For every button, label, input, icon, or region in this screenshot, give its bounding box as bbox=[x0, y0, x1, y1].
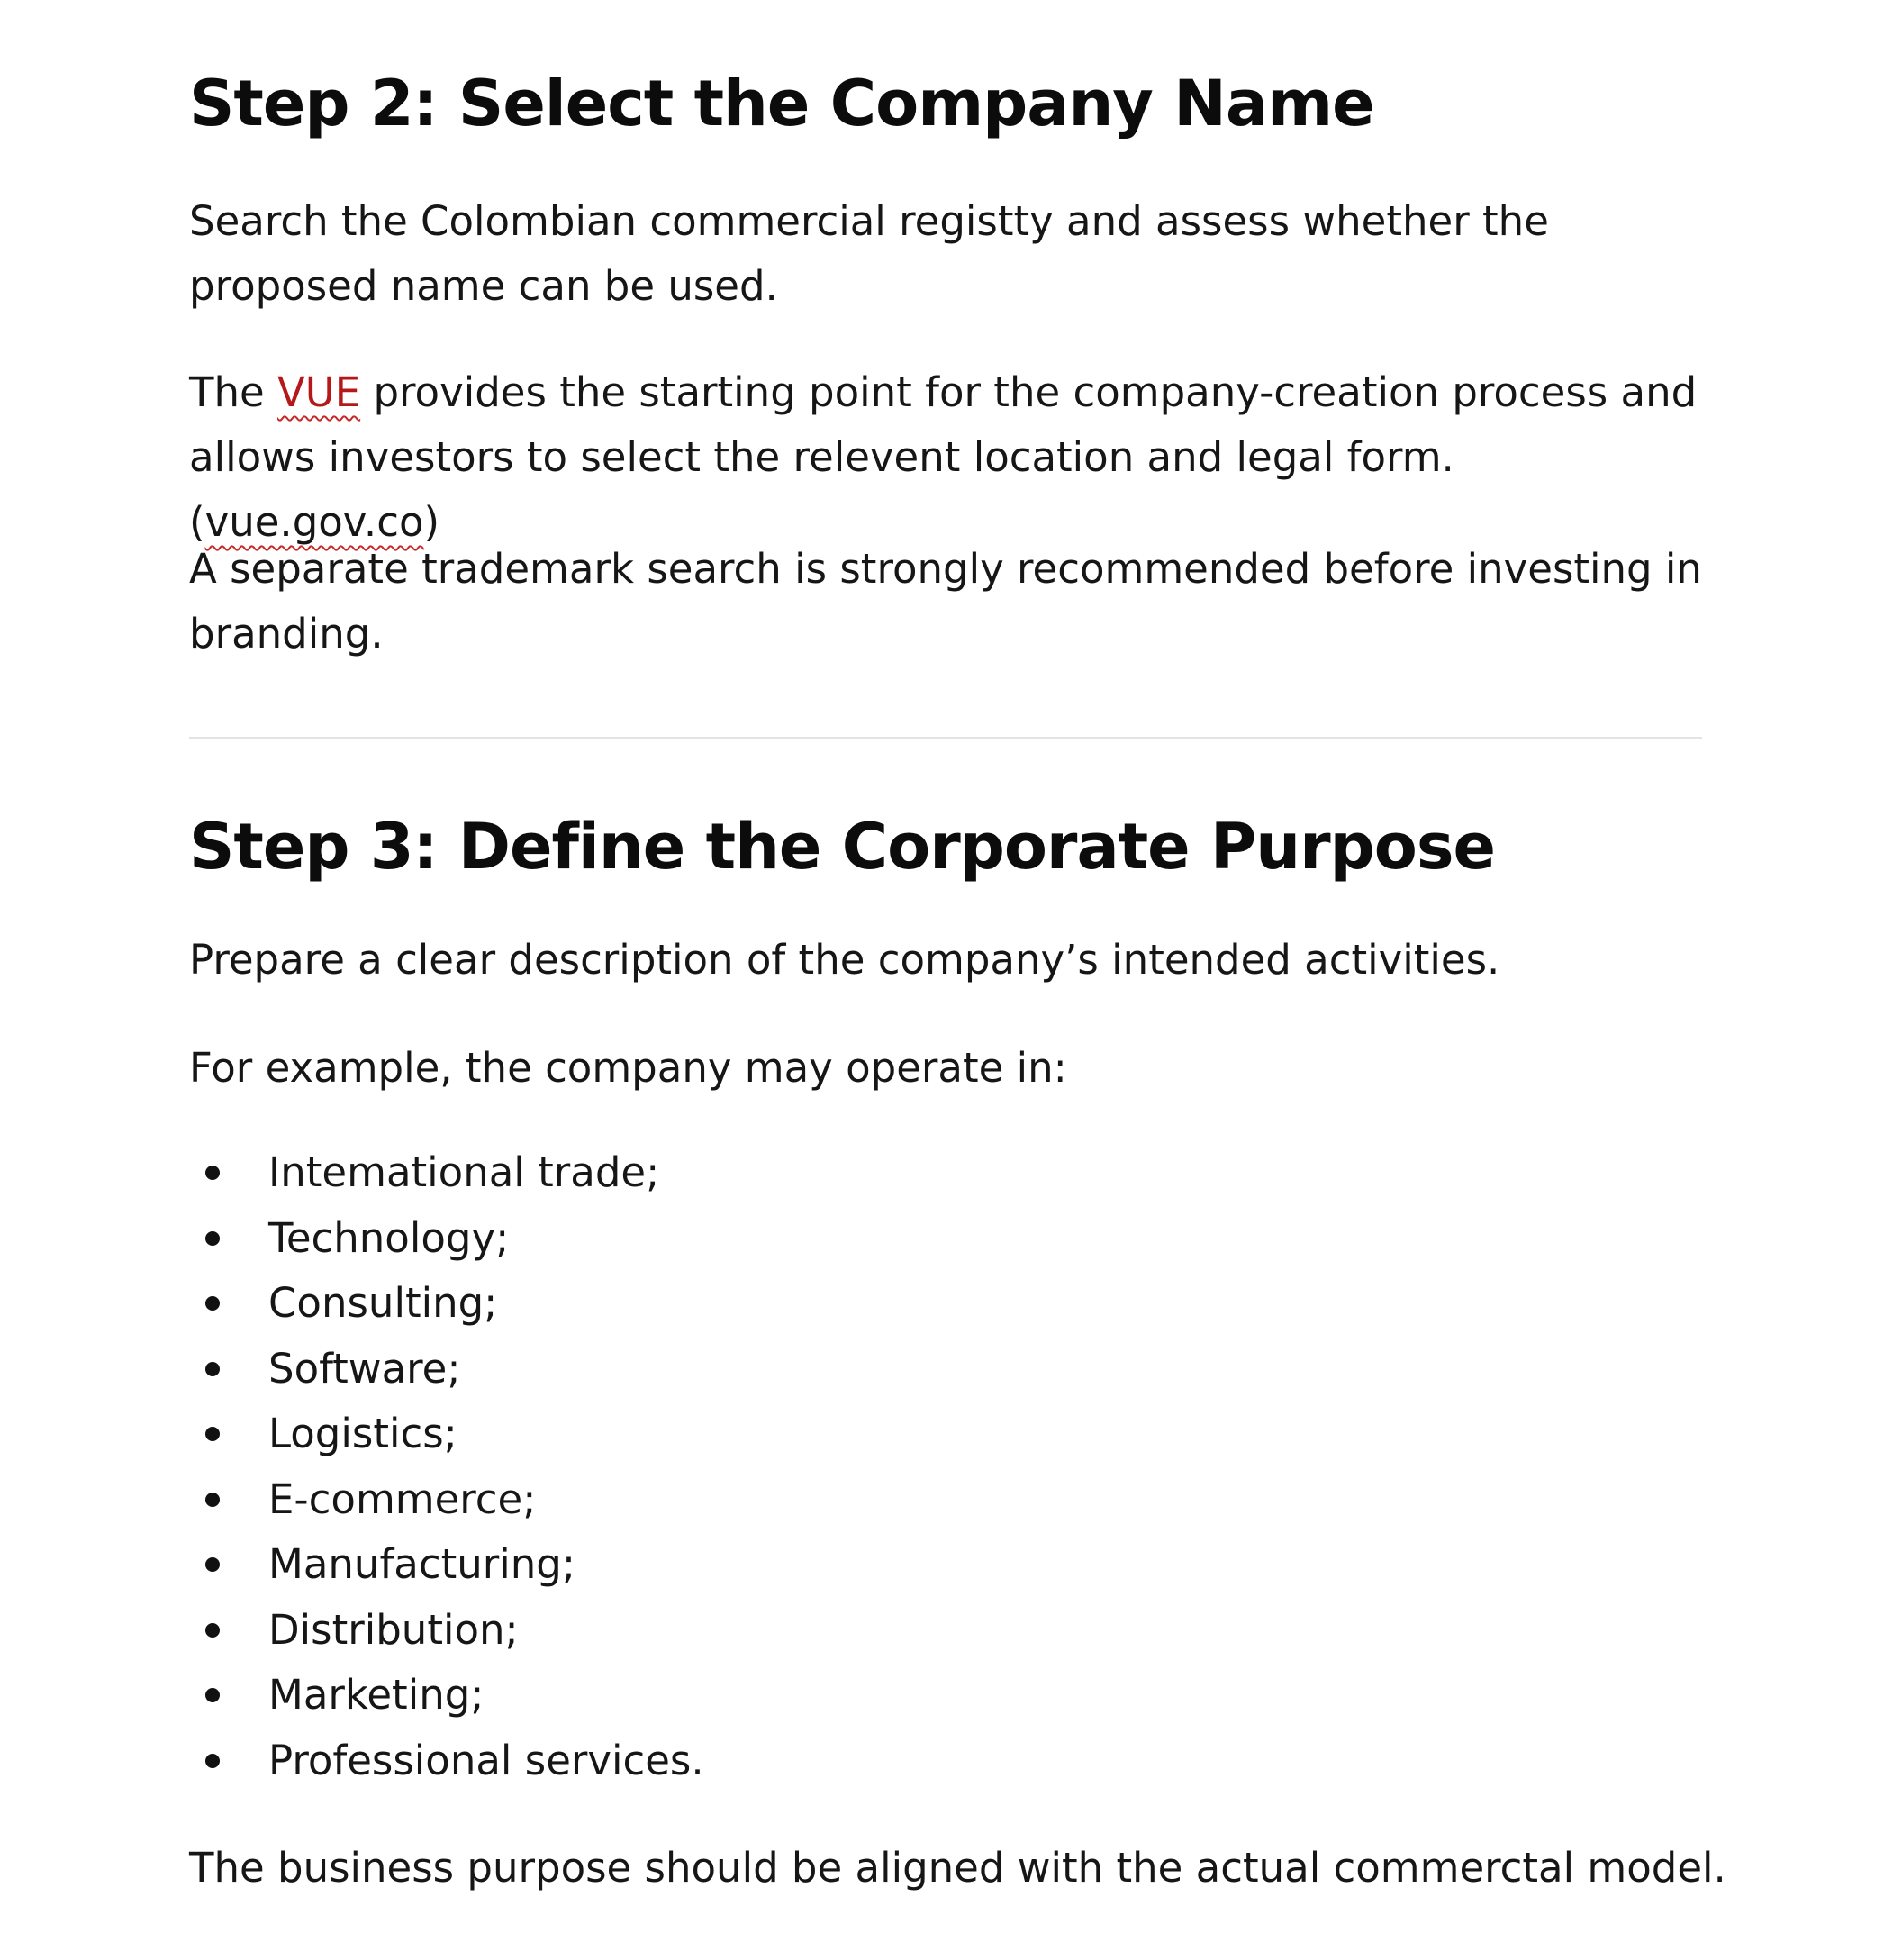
section-divider bbox=[189, 737, 1702, 739]
vue-paragraph-middle: provides the starting point for the company-creation process and allows investors to select the relevent location and legal form. ( bbox=[189, 368, 1698, 546]
bullet-icon bbox=[205, 1557, 220, 1572]
list-item-label: Manufacturing; bbox=[268, 1540, 576, 1588]
step2-search-paragraph: Search the Colombian commercial registty and assess whether the proposed name can be used. bbox=[189, 197, 1549, 310]
list-item bbox=[189, 1729, 704, 1794]
vue-paragraph-suffix: ) bbox=[423, 498, 440, 546]
list-item-label: Technology; bbox=[268, 1213, 510, 1262]
bullet-icon bbox=[205, 1427, 220, 1441]
list-item bbox=[189, 1598, 704, 1664]
list-item bbox=[189, 1663, 704, 1729]
list-item-label: Intemational trade; bbox=[268, 1148, 660, 1196]
list-item-label: E-commerce; bbox=[268, 1475, 537, 1523]
list-item-label: Consulting; bbox=[268, 1279, 498, 1327]
bullet-icon bbox=[205, 1231, 220, 1246]
vue-link[interactable]: vue.gov.co bbox=[204, 498, 424, 546]
list-item-label: Logistics; bbox=[268, 1410, 457, 1457]
step3-heading: Step 3: Define the Corporate Purpose bbox=[189, 810, 1495, 884]
list-item bbox=[189, 1337, 704, 1402]
vue-paragraph-prefix: The bbox=[189, 368, 277, 416]
list-item bbox=[189, 1402, 704, 1467]
list-item-label: Professional services. bbox=[268, 1736, 704, 1784]
list-item bbox=[189, 1206, 704, 1272]
bullet-icon bbox=[205, 1296, 220, 1311]
bullet-icon bbox=[205, 1166, 220, 1180]
list-item-label: Marketing; bbox=[268, 1671, 485, 1719]
step2-vue-paragraph bbox=[189, 360, 1702, 555]
bullet-icon bbox=[205, 1623, 220, 1638]
bullet-icon bbox=[205, 1688, 220, 1702]
bullet-icon bbox=[205, 1362, 220, 1376]
list-item bbox=[189, 1467, 704, 1533]
bullet-icon bbox=[205, 1493, 220, 1507]
activities-list bbox=[189, 1140, 704, 1793]
step2-trademark-paragraph: A separate trademark search is strongly recommended before investing in branding. bbox=[189, 545, 1702, 658]
step3-closing-paragraph: The business purpose should be aligned with the actual commerctal model. bbox=[189, 1844, 1726, 1892]
list-item bbox=[189, 1271, 704, 1337]
step2-heading: Step 2: Select the Company Name bbox=[189, 67, 1374, 141]
list-item-label: Distribution; bbox=[268, 1605, 519, 1654]
vue-highlight: VUE bbox=[277, 368, 361, 416]
list-item-label: Software; bbox=[268, 1344, 461, 1393]
step3-prepare-paragraph: Prepare a clear description of the company’s intended activities. bbox=[189, 936, 1500, 984]
step3-example-paragraph: For example, the company may operate in: bbox=[189, 1044, 1067, 1092]
bullet-icon bbox=[205, 1754, 220, 1768]
list-item bbox=[189, 1532, 704, 1598]
list-item bbox=[189, 1140, 704, 1206]
